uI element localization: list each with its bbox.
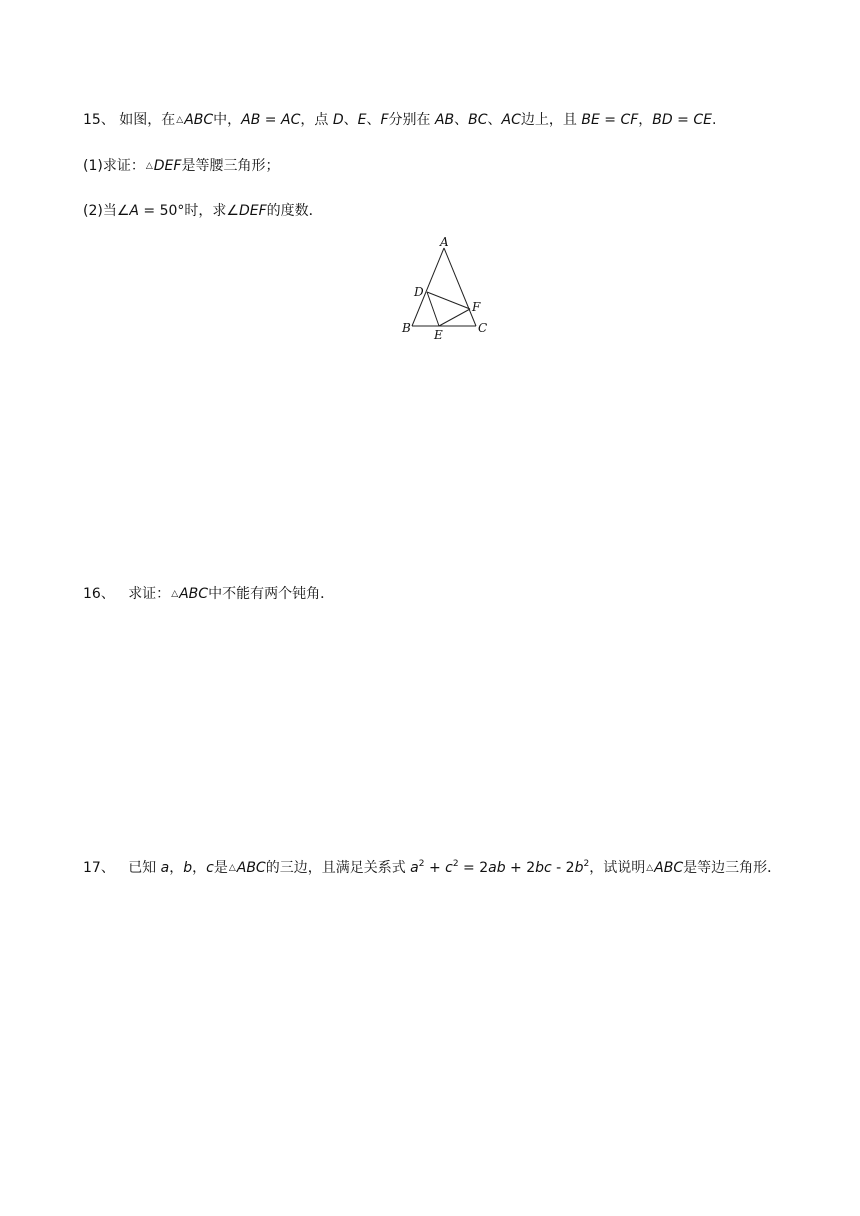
question-15-part-1 [83, 156, 279, 176]
label-a: A [440, 235, 449, 249]
triangle-symbol: △ [228, 863, 236, 873]
math-text: AC [501, 112, 521, 128]
question-16-statement [83, 584, 334, 604]
segment-ef [439, 309, 470, 326]
math-text: D [332, 112, 344, 128]
text: 边上，且 [520, 112, 582, 128]
triangle-figure [396, 232, 492, 344]
math-text: BC [468, 112, 488, 128]
text: 分别在 [388, 112, 435, 128]
math-text: ABC [179, 586, 209, 602]
question-number: 15、 [83, 112, 115, 128]
triangle-symbol: △ [176, 115, 184, 125]
math-text: ABC [236, 860, 266, 876]
text: = [260, 112, 281, 128]
text: 中不能有两个钝角． [208, 586, 335, 602]
text: 、 [454, 112, 469, 128]
superscript: 2 [418, 859, 425, 869]
text: 如图，在 [119, 112, 176, 128]
text: = 2 [458, 860, 489, 876]
math-text: ABC [184, 112, 214, 128]
question-number: 16、 [83, 586, 115, 602]
math-text: AC [281, 112, 301, 128]
text: ，试说明 [589, 860, 646, 876]
text: 、 [487, 112, 502, 128]
math-text: b [183, 860, 193, 876]
text: + 2 [505, 860, 536, 876]
text: 的度数． [266, 203, 323, 219]
text: 中， [213, 112, 242, 128]
math-text: E [357, 112, 367, 128]
math-text: DEF [238, 203, 267, 219]
text: (1)求证： [83, 158, 145, 174]
question-17-statement [83, 854, 781, 878]
label-c: C [478, 321, 488, 335]
math-text: F [380, 112, 389, 128]
superscript: 2 [452, 859, 459, 869]
triangle-symbol: △ [145, 161, 153, 171]
text: 、 [366, 112, 381, 128]
text: . [711, 112, 717, 128]
math-text: bc [535, 860, 552, 876]
text: + [424, 860, 446, 876]
math-text: CE [693, 112, 712, 128]
math-text: c [445, 860, 453, 876]
text: 是等边三角形． [683, 860, 782, 876]
question-number: 17、 [83, 860, 115, 876]
math-text: DEF [153, 158, 182, 174]
math-text: c [206, 860, 214, 876]
text: = [672, 112, 694, 128]
segment-de [427, 292, 439, 326]
math-text: BD [652, 112, 673, 128]
text: ，点 [300, 112, 333, 128]
text: (2)当∠ [83, 203, 130, 219]
math-text: CF [620, 112, 639, 128]
math-text: AB [434, 112, 455, 128]
text: = 50°时，求∠ [138, 203, 239, 219]
question-15-statement [83, 110, 716, 130]
label-f: F [472, 300, 481, 314]
question-15-part-2 [83, 201, 323, 221]
math-text: ABC [654, 860, 684, 876]
math-text: A [129, 203, 139, 219]
superscript: 2 [583, 859, 590, 869]
label-d: D [414, 285, 424, 299]
text: - 2 [551, 860, 575, 876]
triangle-symbol: △ [646, 863, 654, 873]
text: ， [192, 860, 207, 876]
text: 是等腰三角形； [181, 158, 280, 174]
math-text: a [410, 860, 419, 876]
text: ， [169, 860, 184, 876]
text: 、 [343, 112, 358, 128]
math-text: b [574, 860, 584, 876]
math-text: ab [488, 860, 506, 876]
triangle-symbol: △ [171, 589, 179, 599]
math-text: BE [581, 112, 600, 128]
math-text: a [160, 860, 170, 876]
label-e: E [434, 328, 443, 342]
text: 的三边，且满足关系式 [265, 860, 411, 876]
text: 是 [213, 860, 228, 876]
text: = [599, 112, 621, 128]
text: 已知 [128, 860, 161, 876]
math-text: AB [241, 112, 261, 128]
text: ， [638, 112, 653, 128]
label-b: B [402, 321, 411, 335]
text: 求证： [128, 586, 171, 602]
